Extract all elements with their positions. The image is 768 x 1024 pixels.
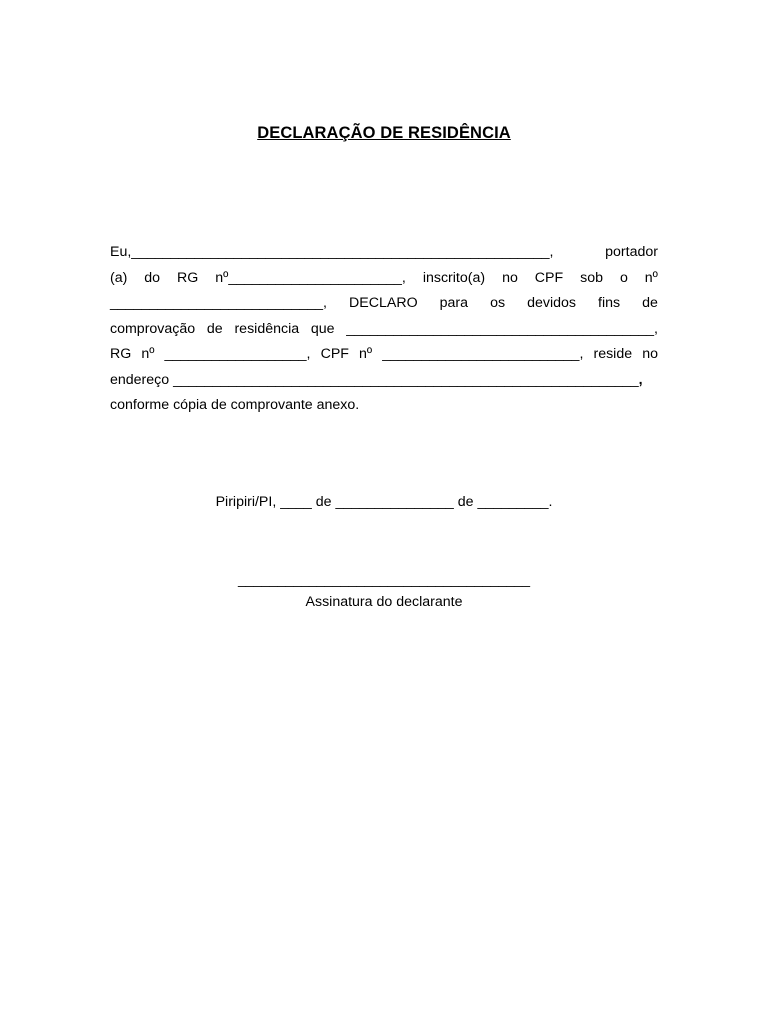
paragraph-word: nº______________________, [215, 269, 406, 286]
paragraph-line-5 [110, 342, 658, 368]
paragraph-word: de [642, 295, 658, 311]
paragraph-word: fins [598, 295, 621, 311]
paragraph-line-4 [110, 317, 658, 343]
paragraph-word: do [144, 269, 161, 286]
paragraph-word: para [439, 295, 469, 311]
paragraph-word: CPF [320, 346, 349, 362]
place-date-line: Piripiri/PI, ____ de _______________ de _________. [215, 494, 553, 510]
paragraph-word: inscrito(a) [422, 269, 486, 286]
paragraph-word: comprovação [110, 320, 196, 337]
signature-line: _____________________________________ [238, 572, 530, 588]
paragraph-word: RG [177, 269, 199, 286]
paragraph-line-2 [110, 266, 658, 292]
paragraph-word: de [206, 320, 223, 337]
paragraph-line-3 [110, 291, 658, 317]
paragraph-word: CPF [534, 269, 564, 286]
paragraph-word: nº [359, 346, 373, 362]
paragraph-line-1 [110, 240, 658, 266]
paragraph-word: _________________________, [382, 346, 584, 362]
paragraph-word: no [642, 346, 658, 362]
signature-label: Assinatura do declarante [305, 594, 463, 610]
paragraph-word: DECLARO [349, 295, 418, 311]
paragraph-word: no [502, 269, 518, 286]
paragraph-word: RG [110, 346, 132, 362]
paragraph-word: __________________, [164, 346, 311, 362]
paragraph-word: ___________________________, [110, 295, 327, 311]
paragraph-word: portador [605, 244, 658, 260]
declaration-paragraph [110, 240, 658, 419]
paragraph-word: Eu,_____________________________________________________, [110, 244, 554, 260]
address-line-comma: , [638, 371, 643, 388]
paragraph-line-7: conforme cópia de comprovante anexo. [110, 397, 360, 413]
paragraph-word: (a) [110, 269, 128, 286]
address-line-text: endereço ___________________________________________________________ [110, 371, 639, 388]
paragraph-word: _______________________________________, [346, 320, 658, 337]
paragraph-word: os [490, 295, 506, 311]
paragraph-word: nº [644, 269, 658, 286]
paragraph-word: nº [141, 346, 155, 362]
paragraph-word: reside [593, 346, 633, 362]
paragraph-word: sob [580, 269, 603, 286]
paragraph-word: devidos [527, 295, 576, 311]
paragraph-word: que [310, 320, 335, 337]
paragraph-word: o [619, 269, 628, 286]
paragraph-word: residência [234, 320, 300, 337]
paragraph-line-6 [110, 368, 658, 394]
document-title: DECLARAÇÃO DE RESIDÊNCIA [257, 124, 511, 142]
